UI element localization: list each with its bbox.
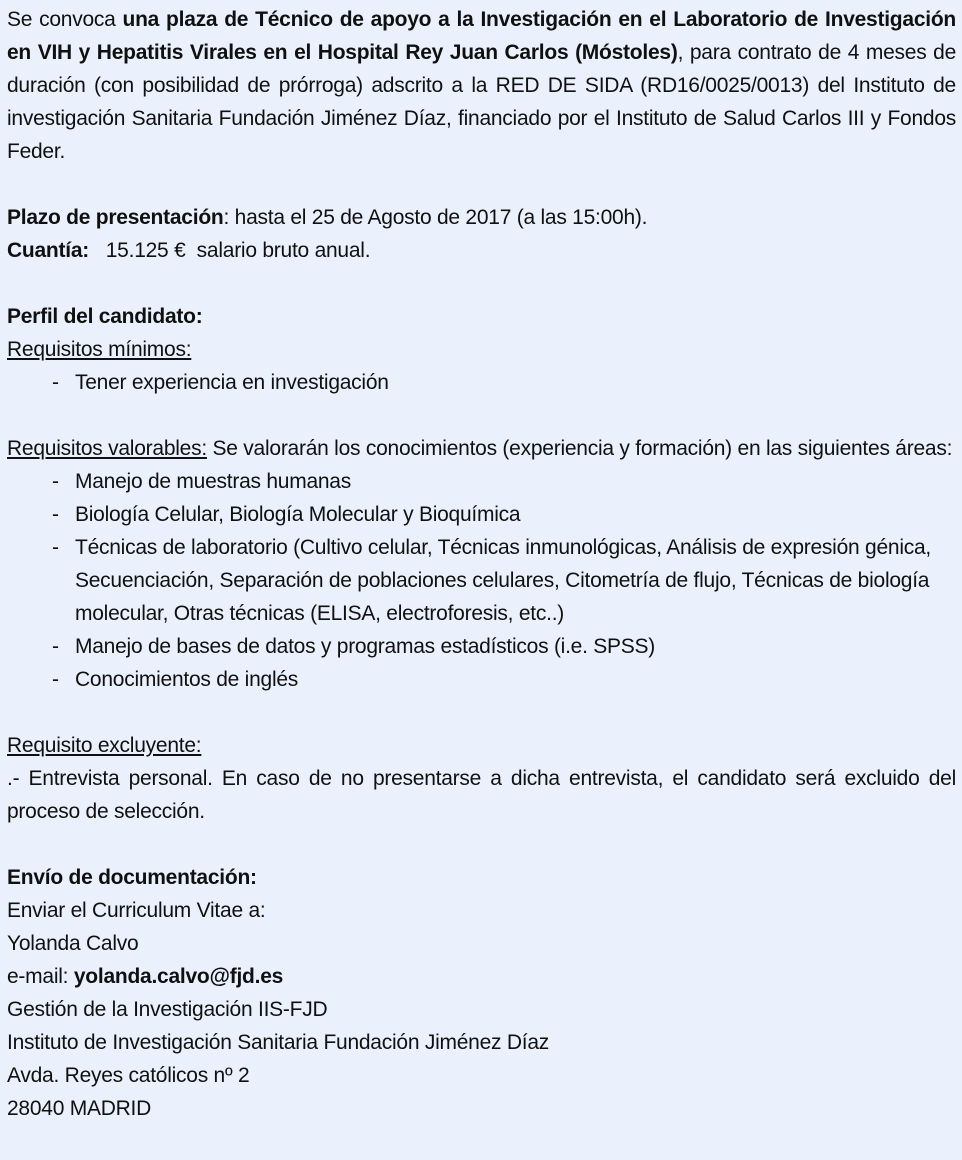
email-address: yolanda.calvo@fjd.es <box>73 965 284 988</box>
list-item-text: Técnicas de laboratorio (Cultivo celular, Técnicas inmunológicas, Análisis de expresión génica, Secuenciación, Separación de poblaciones celulares, Citometría de flujo, Técnicas de biología molecular, Otras técnicas (ELISA, electroforesis, etc..) <box>75 536 931 625</box>
list-item <box>7 498 956 531</box>
spacer <box>7 267 956 300</box>
email-label: e-mail: <box>7 965 74 988</box>
list-item-text: Biología Celular, Biología Molecular y Bioquímica <box>75 503 521 526</box>
intro-prefix: Se convoca <box>7 8 123 31</box>
email-line <box>7 960 956 993</box>
valued-requirements-heading: Requisitos valorables: <box>7 437 207 460</box>
valued-requirements-list <box>7 465 956 696</box>
deadline-line <box>7 201 956 234</box>
contact-name-line: Yolanda Calvo <box>7 932 139 955</box>
bullet-dash: - <box>52 668 59 691</box>
deadline-label: Plazo de presentación <box>7 206 224 229</box>
list-item <box>7 531 956 630</box>
intro-rest: , para contrato de 4 meses de duración (con posibilidad de prórroga) adscrito a la RED DE SIDA (RD16/0025/0013) del Instituto de investigación Sanitaria Fundación Jiménez Díaz, financiado por el Instituto de Salud Carlos III y Fondos Feder. <box>7 41 957 163</box>
exclusion-paragraph: .- Entrevista personal. En caso de no presentarse a dicha entrevista, el candidato será excluido del proceso de selección. <box>7 767 956 823</box>
list-item <box>7 663 956 696</box>
documentation-heading <box>7 861 956 894</box>
documentation-heading-text: Envío de documentación: <box>7 866 257 889</box>
spacer <box>7 828 956 861</box>
spacer <box>7 168 956 201</box>
list-item <box>7 366 956 399</box>
address-line-department: Gestión de la Investigación IIS-FJD <box>7 998 328 1021</box>
address-line-institute: Instituto de Investigación Sanitaria Fundación Jiménez Díaz <box>7 1031 550 1054</box>
min-requirements-heading <box>7 333 956 366</box>
exclusion-heading-text: Requisito excluyente: <box>7 734 202 757</box>
exclusion-heading <box>7 729 956 762</box>
spacer <box>7 696 956 729</box>
bullet-dash: - <box>52 536 59 559</box>
intro-paragraph <box>7 3 956 168</box>
salary-value: 15.125 € salario bruto anual. <box>89 239 371 262</box>
list-item-text: Conocimientos de inglés <box>75 668 299 691</box>
bullet-dash: - <box>52 470 59 493</box>
list-item-text: Tener experiencia en investigación <box>75 371 389 394</box>
list-item-text: Manejo de muestras humanas <box>75 470 351 493</box>
profile-heading-text: Perfil del candidato: <box>7 305 203 328</box>
spacer <box>7 399 956 432</box>
address-line-street: Avda. Reyes católicos nº 2 <box>7 1064 250 1087</box>
salary-line <box>7 234 956 267</box>
min-requirements-list <box>7 366 956 399</box>
deadline-value: : hasta el 25 de Agosto de 2017 (a las 15:00h). <box>223 206 648 229</box>
profile-heading <box>7 300 956 333</box>
salary-label: Cuantía: <box>7 239 89 262</box>
intro-position-bold: una plaza de Técnico de apoyo a la Investigación en el Laboratorio de Investigación en VIH y Hepatitis Virales en el Hospital Rey Juan Carlos (Móstoles) <box>7 8 956 64</box>
min-requirements-heading-text: Requisitos mínimos: <box>7 338 192 361</box>
list-item <box>7 630 956 663</box>
list-item-text: Manejo de bases de datos y programas estadísticos (i.e. SPSS) <box>75 635 656 658</box>
list-item <box>7 465 956 498</box>
bullet-dash: - <box>52 503 59 526</box>
cv-instruction-line: Enviar el Curriculum Vitae a: <box>7 899 266 922</box>
bullet-dash: - <box>52 371 59 394</box>
bullet-dash: - <box>52 635 59 658</box>
valued-requirements-intro: Se valorarán los conocimientos (experiencia y formación) en las siguientes áreas: <box>206 437 953 460</box>
address-line-city: 28040 MADRID <box>7 1097 152 1120</box>
valued-requirements-paragraph <box>7 432 956 465</box>
